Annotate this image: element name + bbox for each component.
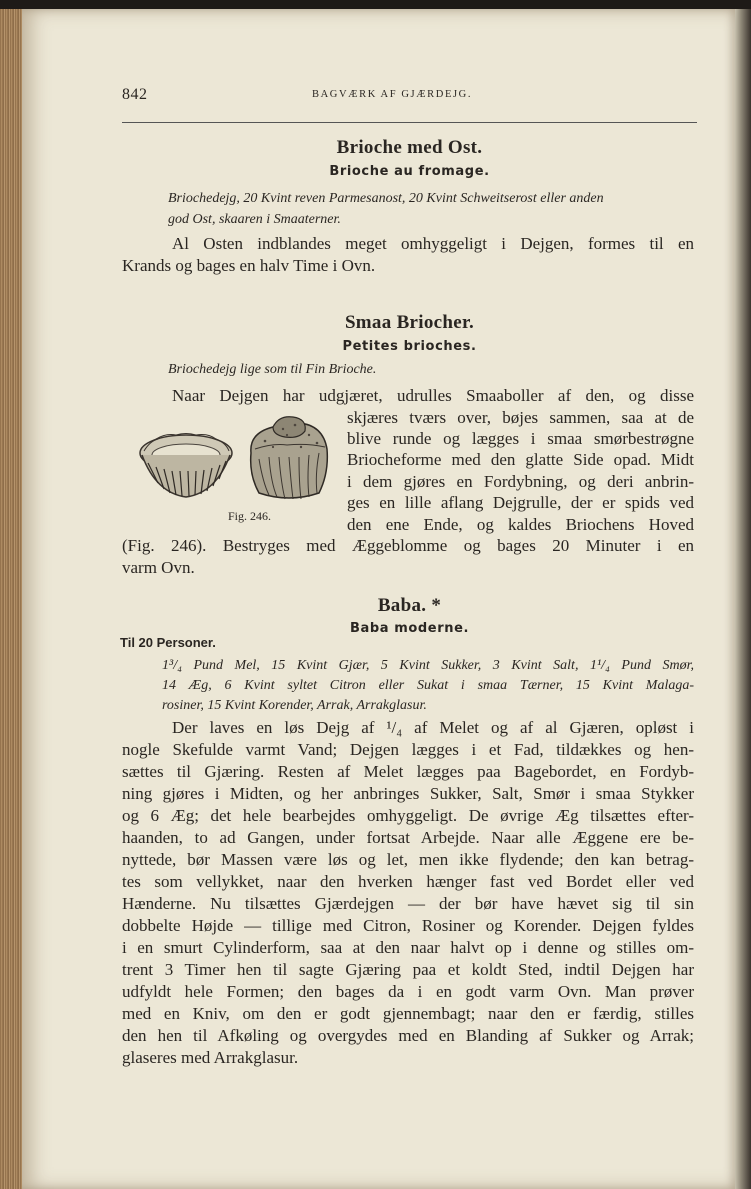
ingredients-line: Briochedejg lige som til Fin Brioche. <box>168 362 377 377</box>
body-line: skjæres tværs over, bøjes sammen, saa at de <box>347 408 694 427</box>
body-line: Krands og bages en halv Time i Ovn. <box>122 256 376 275</box>
ingredients-line: 14 Æg, 6 Kvint syltet Citron eller Sukat i smaa Tærner, 15 Kvint Malaga- <box>162 678 694 693</box>
body-line: trent 3 Timer hen til sagte Gjæring paa et koldt Sted, indtil Dejgen har <box>122 960 694 979</box>
body-line: Al Osten indblandes meget omhyggeligt i Dejgen, formes til en <box>172 234 694 253</box>
body-line: blive runde og lægges i smaa smørbestrøgne <box>347 429 694 448</box>
header-rule <box>122 122 697 123</box>
body-line: Naar Dejgen har udgjæret, udrulles Smaaboller af den, og disse <box>172 386 694 405</box>
ingredients-line: rosiner, 15 Kvint Korender, Arrak, Arrakglasur. <box>162 698 427 713</box>
body-line: og 6 Æg; det hele bearbejdes omhyggeligt. De øvrige Æg tilsættes efter- <box>122 806 694 825</box>
recipe-subtitle-baba-moderne: Baba moderne. <box>349 621 470 636</box>
recipe-subtitle-petites-brioches: Petites brioches. <box>342 339 477 354</box>
brioche-mold-illustration <box>136 423 236 503</box>
body-line: med en Kniv, om den er godt gjennembagt; naar den er færdig, stilles <box>122 1004 694 1023</box>
body-line: Hænderne. Nu tilsættes Gjærdejgen — der bør have hævet sig til sin <box>122 894 694 913</box>
body-line: (Fig. 246). Bestryges med Æggeblomme og bages 20 Minuter i en <box>122 536 694 555</box>
book-page-edges <box>0 9 22 1189</box>
ingredients-line: god Ost, skaaren i Smaaterner. <box>168 212 341 227</box>
body-line: udfyldt hele Formen; den bages da i en godt varm Ovn. Man prøver <box>122 982 694 1001</box>
book-page <box>22 9 735 1189</box>
scan-top-border <box>0 0 751 9</box>
body-line: dobbelte Højde — tillige med Citron, Rosiner og Korender. Dejgen fyldes <box>122 916 694 935</box>
baked-brioche-illustration <box>243 413 333 503</box>
body-line: nyttede, bør Massen være løs og let, men ikke flydende; den kan betrag- <box>122 850 694 869</box>
body-line: glaseres med Arrakglasur. <box>122 1048 299 1067</box>
body-line: i dem gjøres en Fordybning, og deri anbrin- <box>347 472 694 491</box>
servings-label: Til 20 Personer. <box>120 635 216 650</box>
ingredients-line: Briochedejg, 20 Kvint reven Parmesanost, 20 Kvint Schweitserost eller anden <box>168 191 604 206</box>
body-line: i en smurt Cylinderform, saa at den naar halvt op i denne og stilles om- <box>122 938 694 957</box>
body-line: Der laves en løs Dejg af ¹/₄ af Melet og af al Gjæren, opløst i <box>172 718 694 737</box>
recipe-title-baba: Baba. * <box>377 595 442 616</box>
recipe-title-smaa-briocher: Smaa Briocher. <box>344 312 475 333</box>
body-line: varm Ovn. <box>122 558 195 577</box>
body-line: ning gjøres i Midten, og her anbringes Sukker, Salt, Smør i smaa Stykker <box>122 784 694 803</box>
body-line: den hen til Afkøling og overgydes med en Blanding af Sukker og Arrak; <box>122 1026 694 1045</box>
body-line: sættes til Gjæring. Resten af Melet lægges paa Bagebordet, en Fordyb- <box>122 762 694 781</box>
book-right-shadow <box>735 9 751 1189</box>
body-line: ges en lille aflang Dejgrulle, der er spids ved <box>347 493 694 512</box>
page-number: 842 <box>122 86 148 103</box>
running-title: BAGVÆRK AF GJÆRDEJG. <box>312 89 473 100</box>
body-line: tes som vellykket, naar den hverken hænger fast ved Bordet eller ved <box>122 872 694 891</box>
body-line: haanden, to ad Gangen, under fortsat Arbejde. Naar alle Æggene ere be- <box>122 828 694 847</box>
body-line: den ene Ende, og kaldes Briochens Hoved <box>347 515 694 534</box>
body-line: Briocheforme med den glatte Side opad. Midt <box>347 450 694 469</box>
ingredients-line: 1³/₄ Pund Mel, 15 Kvint Gjær, 5 Kvint Sukker, 3 Kvint Salt, 1¹/₄ Pund Smør, <box>162 658 694 673</box>
body-line: nogle Skefulde varmt Vand; Dejgen lægges i et Fad, tildækkes og hen- <box>122 740 694 759</box>
recipe-subtitle-brioche-au-fromage: Brioche au fromage. <box>329 164 490 179</box>
recipe-title-brioche-med-ost: Brioche med Ost. <box>336 137 483 158</box>
figure-caption: Fig. 246. <box>228 509 272 523</box>
